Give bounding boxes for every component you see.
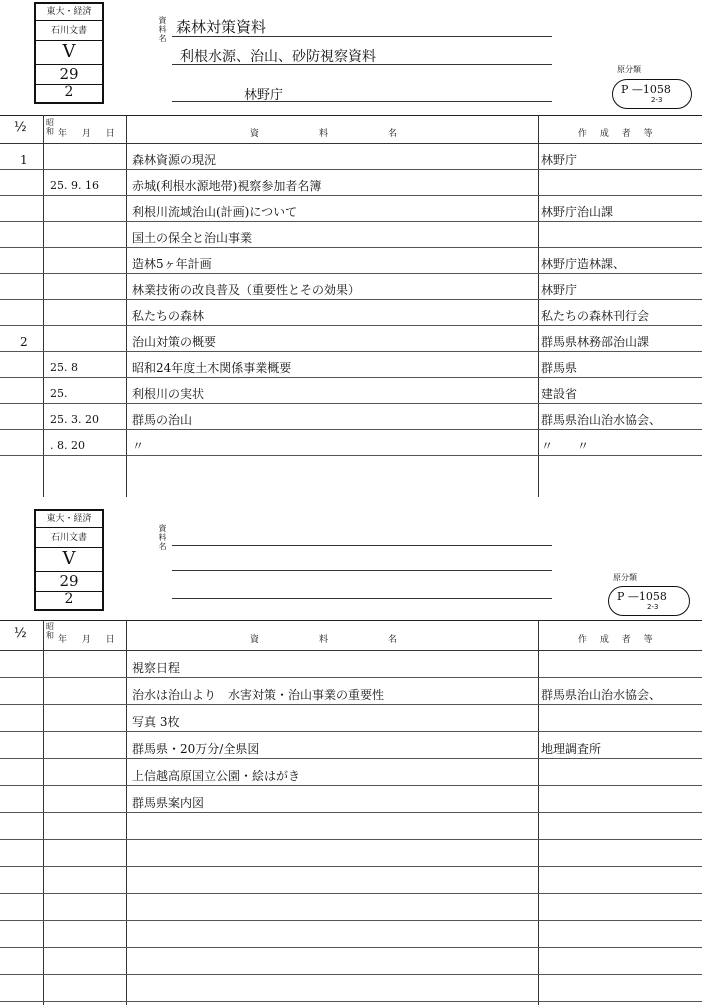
row-rule bbox=[0, 377, 702, 378]
stamp-line-2: 石川文書 bbox=[50, 26, 87, 36]
table-header-era: 昭和 bbox=[46, 118, 54, 136]
row-rule bbox=[0, 169, 702, 170]
row-author: 建設省 bbox=[541, 387, 578, 401]
row-rule bbox=[0, 758, 702, 759]
row-document-name: 治山対策の概要 bbox=[132, 335, 217, 349]
issuer: 林野庁 bbox=[244, 88, 284, 103]
row-document-name: 〃 bbox=[132, 439, 145, 453]
class-code: P —1058 bbox=[621, 83, 671, 96]
row-rule bbox=[0, 455, 702, 456]
row-document-name: 利根川流域治山(計画)について bbox=[132, 205, 298, 219]
stamp-line-5: 2 bbox=[64, 84, 74, 100]
class-code-oval bbox=[612, 79, 692, 109]
stamp-line-2: 石川文書 bbox=[50, 533, 87, 543]
row-rule bbox=[0, 403, 702, 404]
stamp-line-4: 29 bbox=[59, 65, 79, 83]
row-date: 25. bbox=[50, 387, 68, 400]
row-rule bbox=[0, 920, 702, 921]
row-rule bbox=[0, 325, 702, 326]
row-date: . 8. 20 bbox=[50, 439, 85, 452]
material-title-line-2: 利根水源、治山、砂防視察資料 bbox=[180, 49, 376, 65]
stamp-line-4: 29 bbox=[59, 572, 79, 590]
table-header-page: ½ bbox=[14, 626, 27, 641]
class-label: 原分類 bbox=[617, 65, 641, 74]
class-label-2: 原分類 bbox=[613, 573, 637, 582]
row-author: 林野庁治山課 bbox=[541, 205, 614, 219]
archive-stamp-2 bbox=[34, 509, 104, 611]
row-document-name: 林業技術の改良普及（重要性とその効果） bbox=[132, 283, 361, 297]
row-rule bbox=[0, 221, 702, 222]
row-rule bbox=[0, 351, 702, 352]
stamp-line-3: V bbox=[62, 41, 76, 62]
row-rule bbox=[0, 677, 702, 678]
row-rule bbox=[0, 1001, 702, 1002]
row-author: 群馬県治山治水協会、 bbox=[541, 413, 662, 427]
table-header-name: 資 料 名 bbox=[250, 129, 412, 139]
stamp-line-5: 2 bbox=[64, 591, 74, 607]
row-author: 〃 〃 bbox=[541, 439, 590, 453]
row-rule bbox=[0, 866, 702, 867]
table-header-era: 昭和 bbox=[46, 622, 54, 640]
table-header-date: 年 月 日 bbox=[58, 129, 121, 139]
row-rule bbox=[0, 785, 702, 786]
row-author: 群馬県治山治水協会、 bbox=[541, 688, 662, 702]
row-document-name: 治水は治山より 水害対策・治山事業の重要性 bbox=[132, 688, 385, 702]
row-number: 1 bbox=[20, 153, 28, 167]
row-author: 林野庁 bbox=[541, 283, 578, 297]
table-header-name: 資 料 名 bbox=[250, 635, 412, 645]
row-rule bbox=[0, 247, 702, 248]
row-author: 群馬県 bbox=[541, 361, 578, 375]
row-document-name: 国土の保全と治山事業 bbox=[132, 231, 253, 245]
row-document-name: 群馬県案内図 bbox=[132, 796, 205, 810]
material-title-line-1: 森林対策資料 bbox=[176, 18, 267, 36]
row-document-name: 写真 3枚 bbox=[132, 715, 180, 729]
row-rule bbox=[0, 839, 702, 840]
row-document-name: 視察日程 bbox=[132, 661, 181, 675]
row-document-name: 昭和24年度土木関係事業概要 bbox=[132, 361, 292, 375]
row-rule bbox=[0, 429, 702, 430]
row-rule bbox=[0, 299, 702, 300]
row-author: 林野庁 bbox=[541, 153, 578, 167]
material-label-2: 資料名 bbox=[158, 524, 167, 551]
class-code-oval-2 bbox=[608, 586, 690, 616]
row-date: 25. 8 bbox=[50, 361, 78, 374]
row-document-name: 赤城(利根水源地帯)視察参加者名簿 bbox=[132, 179, 322, 193]
row-rule bbox=[0, 731, 702, 732]
row-rule bbox=[0, 974, 702, 975]
row-rule bbox=[0, 195, 702, 196]
row-document-name: 造林5ヶ年計画 bbox=[132, 257, 212, 271]
row-document-name: 私たちの森林 bbox=[132, 309, 205, 323]
material-label: 資料名 bbox=[158, 16, 167, 43]
row-date: 25. 9. 16 bbox=[50, 179, 99, 192]
row-rule bbox=[0, 812, 702, 813]
row-author: 林野庁造林課、 bbox=[541, 257, 626, 271]
row-rule bbox=[0, 704, 702, 705]
table-header-author: 作 成 者 等 bbox=[578, 129, 658, 139]
row-rule bbox=[0, 893, 702, 894]
archive-stamp bbox=[34, 2, 104, 104]
row-document-name: 群馬県・20万分/全県図 bbox=[132, 742, 260, 756]
row-document-name: 上信越高原国立公園・絵はがき bbox=[132, 769, 301, 783]
table-header-page: ½ bbox=[14, 120, 27, 135]
row-date: 25. 3. 20 bbox=[50, 413, 99, 426]
row-document-name: 群馬の治山 bbox=[132, 413, 193, 427]
row-author: 私たちの森林刊行会 bbox=[541, 309, 650, 323]
row-document-name: 森林資源の現況 bbox=[132, 153, 217, 167]
stamp-line-3: V bbox=[62, 548, 76, 569]
row-rule bbox=[0, 947, 702, 948]
class-sub: 2-3 bbox=[647, 603, 659, 611]
row-author: 群馬県林務部治山課 bbox=[541, 335, 650, 349]
stamp-line-1: 東大・経済 bbox=[46, 7, 92, 17]
table-header-author: 作 成 者 等 bbox=[578, 635, 658, 645]
class-sub: 2-3 bbox=[651, 96, 663, 104]
row-number: 2 bbox=[20, 335, 28, 349]
stamp-line-1: 東大・経済 bbox=[46, 514, 92, 524]
row-rule bbox=[0, 273, 702, 274]
row-author: 地理調査所 bbox=[541, 742, 602, 756]
table-header-date: 年 月 日 bbox=[58, 635, 121, 645]
class-code: P —1058 bbox=[617, 590, 667, 603]
row-document-name: 利根川の実状 bbox=[132, 387, 205, 401]
